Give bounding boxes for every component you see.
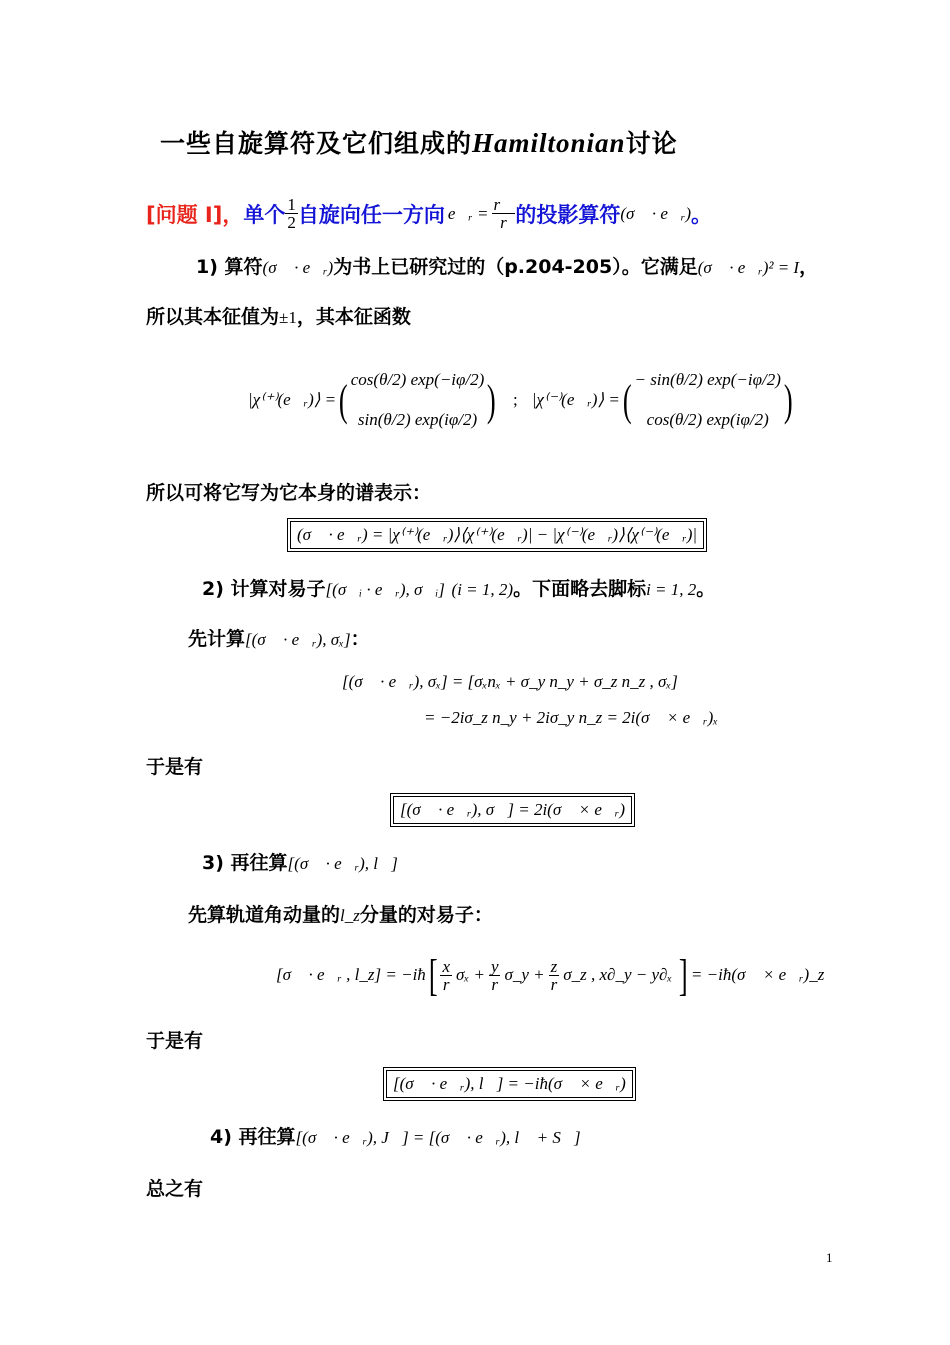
s2-condition: (i = 1, 2) (451, 580, 514, 599)
section-4 (210, 1122, 581, 1149)
problem-operator: (σ⃗ · e⃗ᵣ) (620, 203, 691, 223)
s2-text3: 。 (696, 578, 716, 600)
orb-sy: σ_y + (504, 965, 545, 984)
first-text1: 先计算 (188, 628, 246, 650)
r-den: r (492, 213, 516, 231)
s1-text3: ， (799, 256, 819, 278)
half-num: 1 (287, 195, 296, 214)
r-num: r⃗ (493, 195, 514, 214)
s3-text1: 再往算 (230, 852, 288, 874)
in-summary: 总之有 (146, 1178, 204, 1200)
x-num: x (442, 956, 450, 976)
plus-top: cos(θ/2) exp(−iφ/2) (350, 370, 485, 389)
calc-line-2: = −2iσ_z n_y + 2iσ_y n_z = 2i(σ⃗ × e⃗ᵣ)ₓ (424, 708, 719, 727)
half-fraction (285, 196, 298, 231)
paren-open-plus: ( (339, 375, 348, 425)
first-compute (188, 624, 370, 651)
result-box-2: [(σ⃗ · e⃗ᵣ), l⃗] = −iħ(σ⃗ × e⃗ᵣ) (386, 1070, 633, 1098)
y-num: y (490, 956, 499, 976)
bracket-close: ] (679, 950, 688, 1000)
first-text2: ： (350, 628, 370, 650)
title-zh2: 讨论 (625, 129, 678, 158)
section-2 (202, 574, 715, 601)
s4-text1: 再往算 (238, 1126, 296, 1148)
result-box-1: [(σ⃗ · e⃗ᵣ), σ⃗] = 2i(σ⃗ × e⃗ᵣ) (393, 796, 632, 824)
first-commutator: [(σ⃗ · e⃗ᵣ), σₓ] (245, 630, 351, 649)
r-fraction (492, 196, 516, 231)
orb-rhs: = −iħ(σ⃗ × e⃗ᵣ)_z (690, 965, 825, 984)
z-den: r (550, 974, 558, 994)
paren-close-plus: ) (487, 375, 497, 425)
minus-column (634, 370, 780, 430)
eigenfunctions (248, 350, 796, 450)
orb-lhs: [σ⃗ · e⃗ᵣ , l_z] = −iħ (276, 965, 426, 984)
y-over-r (489, 958, 501, 993)
calc-line-1: [(σ⃗ · e⃗ᵣ), σₓ] = [σₓnₓ + σ_y n_y + σ_z n_z , σₓ] (342, 672, 678, 691)
chi-minus-label: |χ⁽⁻⁾(e⃗ᵣ)⟩ = (531, 390, 620, 409)
s2-text1: 计算对易子 (230, 578, 326, 600)
bracket-open: [ (428, 950, 438, 1000)
problem-text1: 单个 (243, 202, 286, 227)
section-1 (196, 252, 818, 279)
problem-label: [问题 I]， (146, 202, 244, 227)
problem-statement (146, 196, 712, 231)
thus-have-2: 于是有 (146, 1030, 204, 1052)
half-den: 2 (287, 213, 296, 232)
s4-commutator: [(σ⃗ · e⃗ᵣ), J⃗] = [(σ⃗ · e⃗ᵣ), l⃗ + S⃗] (295, 1128, 581, 1147)
problem-text3: 的投影算符 (515, 202, 621, 227)
chi-plus-label: |χ⁽⁺⁾(e⃗ᵣ)⟩ = (248, 390, 337, 409)
er-symbol: e⃗ᵣ = (447, 203, 489, 223)
s1-line2b: ，其本征函数 (296, 306, 411, 328)
z-num: z (550, 956, 558, 976)
x-over-r (440, 958, 452, 993)
spectral-equation: (σ⃗ · e⃗ᵣ) = |χ⁽⁺⁾(e⃗ᵣ)⟩⟨χ⁽⁺⁾(e⃗ᵣ)| − |χ⁽⁻⁾(e⃗ᵣ)⟩⟨χ⁽⁻⁾(e⃗ᵣ)| (290, 521, 704, 549)
z-over-r (549, 958, 560, 993)
title-zh: 一些自旋算符及它们组成的 (160, 129, 473, 158)
s1-pm: ±1 (279, 308, 297, 327)
paren-open-minus: ( (622, 375, 632, 425)
s3-number: 3) (202, 852, 224, 874)
spectral-text: 所以可将它写为它本身的谱表示： (146, 482, 432, 504)
title-en: Hamiltonian (472, 128, 626, 158)
plus-column (351, 370, 485, 430)
eig-separator: ; (512, 390, 518, 409)
orb-text2: 分量的对易子： (359, 904, 493, 926)
s1-operator: (σ⃗ · e⃗ᵣ) (262, 258, 334, 277)
problem-end: 。 (691, 202, 712, 227)
s2-number: 2) (202, 578, 224, 600)
s1-text2: 为书上已研究过的（p.204-205）。它满足 (333, 256, 698, 278)
x-den: r (440, 975, 452, 993)
s2-text2: 。下面略去脚标 (513, 578, 647, 600)
section-1-line2 (146, 302, 411, 329)
s2-commutator: [(σ⃗ᵢ · e⃗ᵣ), σ⃗ᵢ] (325, 580, 445, 599)
orb-sz: σ_z , x∂_y − y∂ₓ (563, 965, 673, 984)
s2-condition2: i = 1, 2 (646, 580, 697, 599)
orbital-text (188, 900, 493, 927)
paren-close-minus: ) (783, 375, 793, 425)
minus-top: − sin(θ/2) exp(−iφ/2) (634, 370, 781, 389)
page-title (160, 124, 678, 160)
section-3 (202, 848, 398, 875)
s1-line2a: 所以其本征值为 (146, 306, 280, 328)
minus-bottom: cos(θ/2) exp(iφ/2) (646, 410, 769, 429)
y-den: r (489, 975, 501, 993)
orb-sx: σₓ + (456, 965, 485, 984)
s1-number: 1) (196, 256, 218, 278)
s3-commutator: [(σ⃗ · e⃗ᵣ), l⃗] (287, 854, 398, 873)
problem-text2: 自旋向任一方向 (297, 202, 445, 227)
s1-equation: (σ⃗ · e⃗ᵣ)² = I (697, 258, 800, 277)
s1-text1: 算符 (224, 256, 263, 278)
thus-have-1: 于是有 (146, 756, 204, 778)
plus-bottom: sin(θ/2) exp(iφ/2) (357, 410, 478, 429)
page-number: 1 (826, 1250, 833, 1265)
orb-text1: 先算轨道角动量的 (188, 904, 341, 926)
orb-lz: l_z (340, 906, 360, 925)
orbital-equation (276, 950, 824, 1000)
s4-number: 4) (210, 1126, 232, 1148)
